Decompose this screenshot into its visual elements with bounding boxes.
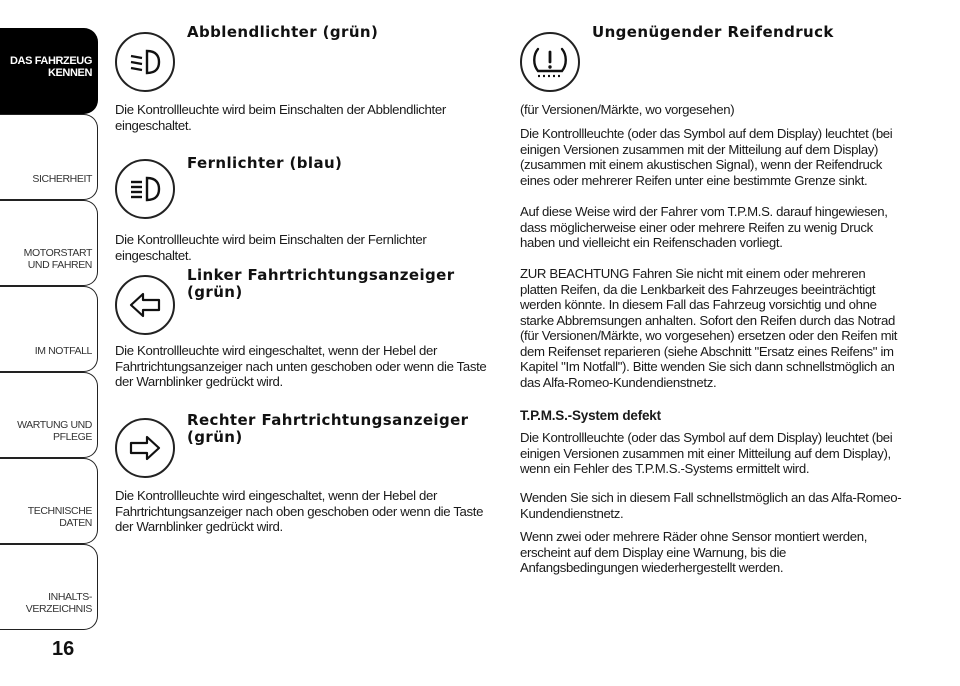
warning-title: Ungenügender Reifendruck [592, 23, 834, 41]
tab-label: SICHERHEIT [32, 173, 92, 185]
tab-motorstart-und-fahren[interactable] [0, 200, 98, 286]
tab-label: MOTORSTART UND FAHREN [23, 247, 92, 271]
tire-pressure-icon [520, 32, 580, 92]
tab-label: DAS FAHRZEUG KENNEN [10, 55, 92, 79]
caution-text: ZUR BEACHTUNG Fahren Sie nicht mit einem oder mehreren platten Reifen, da die Lenkbarkeit des Fahrzeuges beeinträchtigt werden könnte. In diesem Fall das Fahrzeug vorsichtig und ohne starke Abbremsungen anhalten. Sofort den Reifen durch das Notrad (für Versionen/Märkte, wo vorgesehen) ersetzen oder den Reifen mit dem Reifenset reparieren (siehe Abschnitt "Ersatz eines Reifens" im Kapitel "Im Notfall"). Bitte wenden Sie sich dann schnellstmöglich an das Alfa-Romeo-Kundendienstnetz. [520, 266, 898, 390]
arrow-right-icon [115, 418, 175, 478]
tab-label: INHALTS- VERZEICHNIS [25, 591, 92, 615]
tab-das-fahrzeug-kennen[interactable] [0, 28, 98, 114]
body-text: Die Kontrollleuchte (oder das Symbol auf dem Display) leuchtet (bei einigen Versionen zusammen mit einer Mitteilung auf dem Display), wenn ein Fehler des T.P.M.S.-Systems ermittelt wird. [520, 430, 893, 476]
tab-im-notfall[interactable] [0, 286, 98, 372]
intro-text: (für Versionen/Märkte, wo vorgesehen) [520, 102, 735, 117]
arrow-left-icon [115, 275, 175, 335]
page-number: 16 [52, 638, 75, 660]
warning-title: Abblendlichter (grün) [187, 23, 379, 41]
tab-label: IM NOTFALL [34, 345, 92, 357]
tab-wartung-und-pflege[interactable] [0, 372, 98, 458]
warning-text: Die Kontrollleuchte wird eingeschaltet, wenn der Hebel der Fahrtrichtungsanzeiger nach unten geschoben oder wenn die Taste der Warnblinker gedrückt wird. [115, 343, 487, 389]
body-text: Auf diese Weise wird der Fahrer vom T.P.M.S. darauf hingewiesen, dass möglicherweise einer oder mehrere Reifen zu wenig Druck haben und vielleicht ein Reifenschaden vorliegt. [520, 204, 888, 250]
tab-inhaltsverzeichnis[interactable] [0, 544, 98, 630]
warning-text: Die Kontrollleuchte wird eingeschaltet, wenn der Hebel der Fahrtrichtungsanzeiger nach oben geschoben oder wenn die Taste der Warnblinker gedrückt wird. [115, 488, 484, 534]
tab-label: WARTUNG UND PFLEGE [17, 419, 92, 443]
warning-text: Die Kontrollleuchte wird beim Einschalten der Fernlichter eingeschaltet. [115, 232, 427, 263]
body-text: Die Kontrollleuchte (oder das Symbol auf dem Display) leuchtet (bei einigen Versionen zusammen mit der Mitteilung auf dem Display) (zusammen mit einem akustischen Signal), wenn der Reifendruck eines oder mehrerer Reifen unter eine bestimmte Grenze sinkt. [520, 126, 893, 188]
body-text: Wenden Sie sich in diesem Fall schnellstmöglich an das Alfa-Romeo-Kundendienstnetz. [520, 490, 902, 521]
low-beam-icon [115, 32, 175, 92]
warning-title: Fernlichter (blau) [187, 154, 343, 172]
tab-sicherheit[interactable] [0, 114, 98, 200]
warning-title: Linker Fahrtrichtungsanzeiger (grün) [187, 266, 455, 301]
body-text: Wenn zwei oder mehrere Räder ohne Sensor montiert werden, erscheint auf dem Display eine Warnung, bis die Anfangsbedingungen wiederhergestellt werden. [520, 529, 868, 575]
tab-label: TECHNISCHE DATEN [27, 505, 92, 529]
warning-title: Rechter Fahrtrichtungsanzeiger (grün) [187, 411, 469, 446]
sub-heading: T.P.M.S.-System defekt [520, 408, 661, 423]
warning-text: Die Kontrollleuchte wird beim Einschalten der Abblendlichter eingeschaltet. [115, 102, 446, 133]
high-beam-icon [115, 159, 175, 219]
tab-technische-daten[interactable] [0, 458, 98, 544]
